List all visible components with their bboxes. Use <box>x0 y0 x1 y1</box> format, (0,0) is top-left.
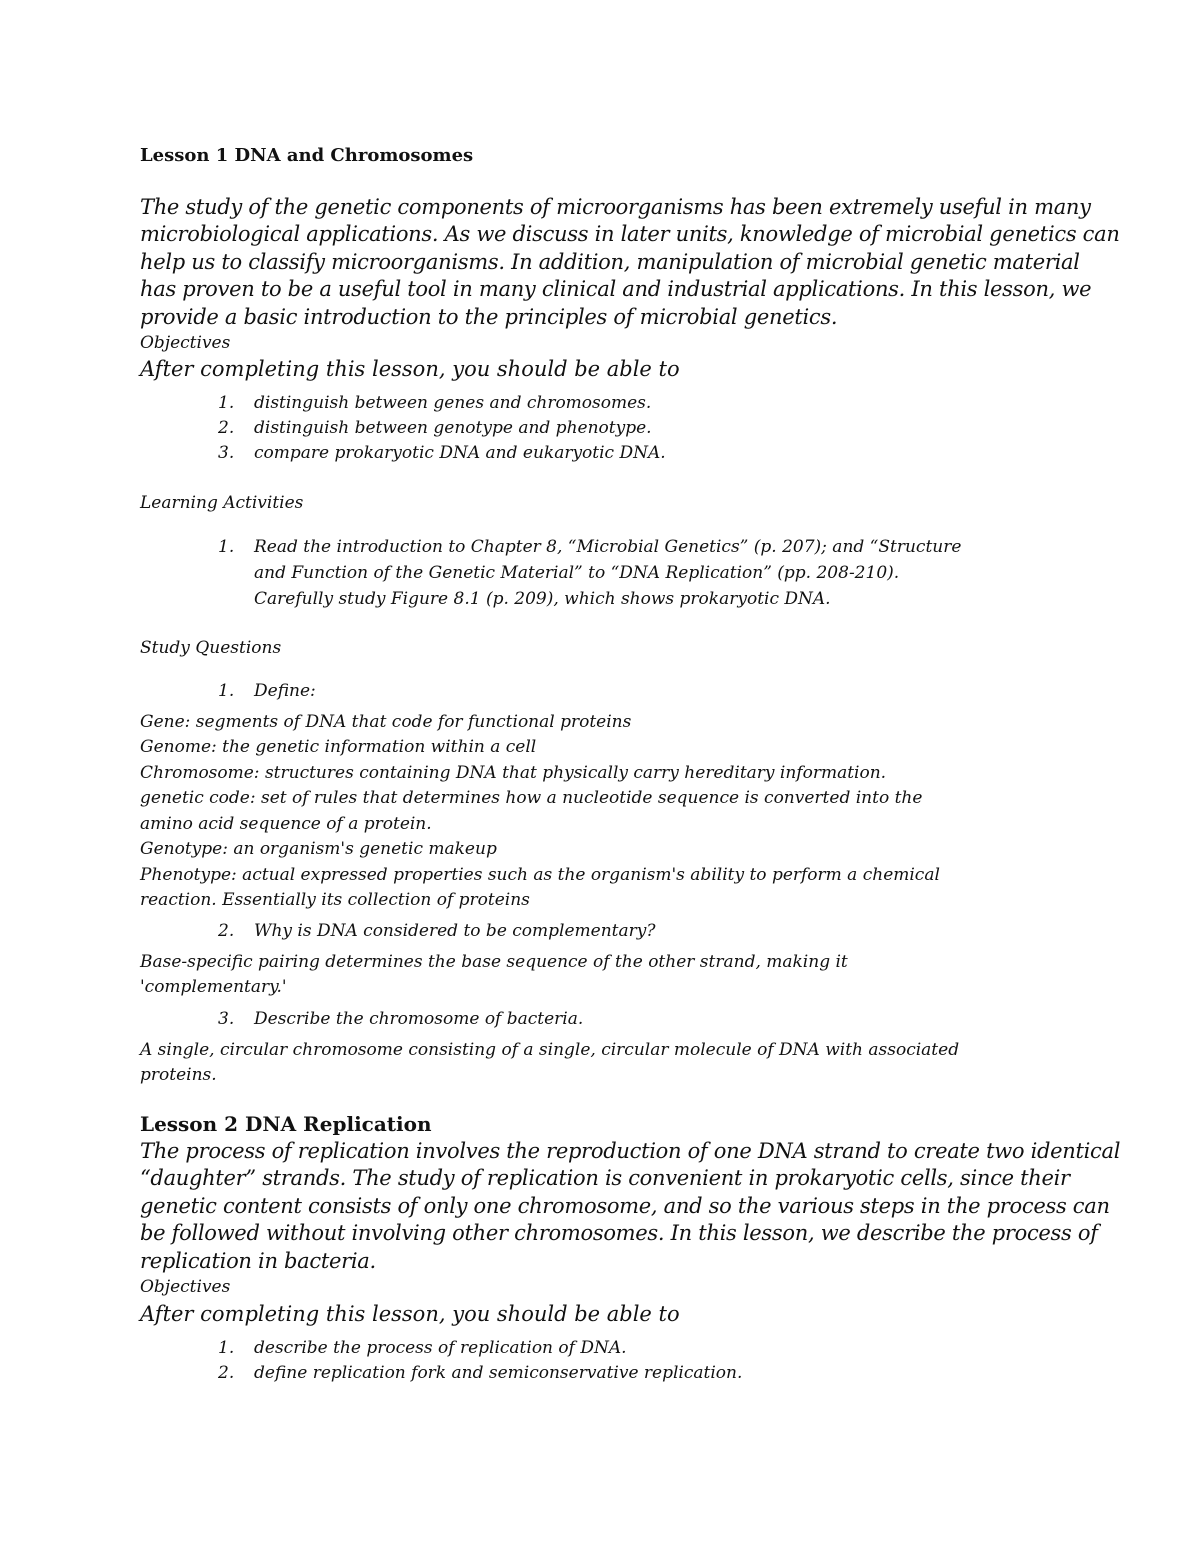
lesson2-intro-line: genetic content consists of only one chromosome, and so the various steps in the process can <box>140 1194 1110 1218</box>
objective-text: describe the process of replication of DNA. <box>254 1338 627 1358</box>
learning-activities-label: Learning Activities <box>140 493 304 513</box>
definition-line: Gene: segments of DNA that code for functional proteins <box>140 712 632 732</box>
question-item <box>218 1009 583 1029</box>
list-number: 2. <box>218 418 235 438</box>
lesson2-intro-line: The process of replication involves the reproduction of one DNA strand to create two identical <box>140 1139 1121 1163</box>
answer-line: Base-specific pairing determines the base sequence of the other strand, making it <box>140 952 848 972</box>
lesson2-intro-line: “daughter” strands. The study of replication is convenient in prokaryotic cells, since their <box>140 1166 1070 1190</box>
answer-line: 'complementary.' <box>140 977 287 997</box>
lesson1-objective-item <box>218 393 651 413</box>
lesson2-objectives-label: Objectives <box>140 1277 231 1297</box>
definition-line: Genome: the genetic information within a cell <box>140 737 537 757</box>
list-number: 1. <box>218 393 235 413</box>
objective-text: distinguish between genes and chromosomes. <box>254 393 652 413</box>
study-questions-label: Study Questions <box>140 638 282 658</box>
objective-text: distinguish between genotype and phenotype. <box>254 418 652 438</box>
list-number: 2. <box>218 921 235 941</box>
list-number: 3. <box>218 1009 235 1029</box>
question-text: Define: <box>254 681 316 701</box>
lesson1-objective-item <box>218 418 652 438</box>
lesson2-intro-line: replication in bacteria. <box>140 1249 376 1273</box>
definition-line: Chromosome: structures containing DNA that physically carry hereditary information. <box>140 763 887 783</box>
lesson1-intro-line: help us to classify microorganisms. In addition, manipulation of microbial genetic material <box>140 250 1080 274</box>
answer-line: A single, circular chromosome consisting of a single, circular molecule of DNA with associated <box>140 1040 960 1060</box>
activity-line: and Function of the Genetic Material” to “DNA Replication” (pp. 208-210). <box>254 563 900 583</box>
lesson2-title: Lesson 2 DNA Replication <box>140 1112 432 1136</box>
objective-text: compare prokaryotic DNA and eukaryotic DNA. <box>254 443 666 463</box>
lesson1-objective-item <box>218 443 666 463</box>
definition-line: amino acid sequence of a protein. <box>140 814 432 834</box>
lesson1-objectives-lead: After completing this lesson, you should be able to <box>140 357 680 381</box>
lesson1-intro-line: The study of the genetic components of microorganisms has been extremely useful in many <box>140 195 1091 219</box>
lesson1-intro-line: microbiological applications. As we discuss in later units, knowledge of microbial genetics can <box>140 222 1120 246</box>
lesson2-intro-line: be followed without involving other chromosomes. In this lesson, we describe the process of <box>140 1221 1098 1245</box>
answer-line: proteins. <box>140 1065 217 1085</box>
list-number: 1. <box>218 681 235 701</box>
lesson2-objective-item <box>218 1338 627 1358</box>
question-item <box>218 681 316 701</box>
list-number: 3. <box>218 443 235 463</box>
lesson1-title: Lesson 1 DNA and Chromosomes <box>140 145 474 166</box>
definition-line: genetic code: set of rules that determines how a nucleotide sequence is converted into the <box>140 788 923 808</box>
activity-line: Read the introduction to Chapter 8, “Microbial Genetics” (p. 207); and “Structure <box>254 537 962 557</box>
lesson1-intro-line: provide a basic introduction to the principles of microbial genetics. <box>140 305 838 329</box>
activity-line: Carefully study Figure 8.1 (p. 209), which shows prokaryotic DNA. <box>254 589 831 609</box>
list-number: 1. <box>218 1338 235 1358</box>
lesson2-objectives-lead: After completing this lesson, you should be able to <box>140 1302 680 1326</box>
question-text: Why is DNA considered to be complementary? <box>254 921 656 941</box>
list-number: 2. <box>218 1363 235 1383</box>
definition-line: Phenotype: actual expressed properties such as the organism's ability to perform a chemical <box>140 865 940 885</box>
activity-number: 1. <box>218 537 235 557</box>
question-text: Describe the chromosome of bacteria. <box>254 1009 584 1029</box>
objective-text: define replication fork and semiconservative replication. <box>254 1363 743 1383</box>
question-item <box>218 921 655 941</box>
definition-line: Genotype: an organism's genetic makeup <box>140 839 497 859</box>
lesson1-intro-line: has proven to be a useful tool in many clinical and industrial applications. In this lesson, we <box>140 277 1092 301</box>
lesson2-objective-item <box>218 1363 742 1383</box>
lesson1-objectives-label: Objectives <box>140 333 231 353</box>
definition-line: reaction. Essentially its collection of proteins <box>140 890 530 910</box>
